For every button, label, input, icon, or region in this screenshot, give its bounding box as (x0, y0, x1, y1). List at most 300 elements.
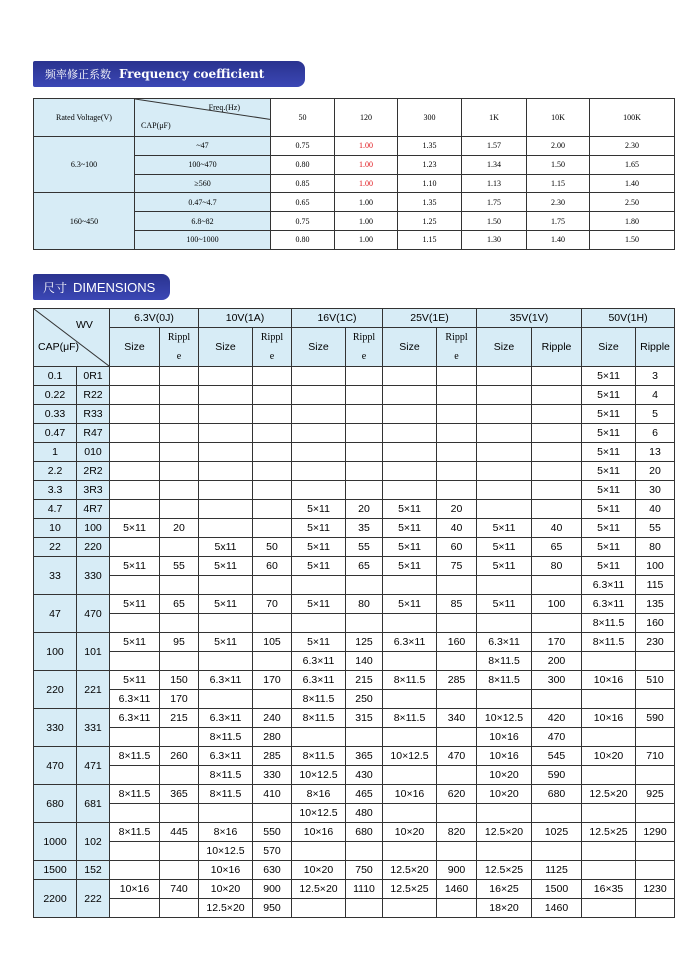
ripple-current: 55 (160, 557, 199, 576)
case-size (383, 424, 437, 443)
size-header: Size (582, 328, 636, 367)
ripple-current: 420 (532, 709, 582, 728)
case-size: 6.3×11 (199, 671, 253, 690)
ripple-current (346, 728, 383, 747)
case-size (292, 462, 346, 481)
case-size (199, 405, 253, 424)
ripple-header (253, 328, 292, 367)
case-size (383, 386, 437, 405)
capacitance-value: 330 (34, 709, 77, 747)
ripple-current (346, 899, 383, 918)
ripple-current (532, 367, 582, 386)
case-size: 6.3×11 (110, 709, 160, 728)
freq-header-10K: 10K (527, 99, 590, 137)
ripple-current (253, 424, 292, 443)
case-size: 10×16 (477, 728, 532, 747)
ripple-header-line1: Rippl (352, 332, 376, 343)
case-size: 5×11 (110, 595, 160, 614)
dim-header-row-voltages (34, 309, 675, 328)
capacitance-value: 1 (34, 443, 77, 462)
voltage-header: 50V(1H) (582, 309, 675, 328)
case-size (110, 899, 160, 918)
ripple-current: 55 (346, 538, 383, 557)
case-size: 6.3×11 (110, 690, 160, 709)
ripple-current: 1500 (532, 880, 582, 899)
capacitance-value: 0.47 (34, 424, 77, 443)
ripple-current: 1125 (532, 861, 582, 880)
ripple-current: 40 (532, 519, 582, 538)
case-size (477, 367, 532, 386)
ripple-current (437, 766, 477, 785)
case-size (110, 424, 160, 443)
ripple-current: 1290 (636, 823, 675, 842)
capacitance-code: 010 (77, 443, 110, 462)
ripple-current (437, 842, 477, 861)
case-size (199, 386, 253, 405)
case-size (477, 424, 532, 443)
ripple-current: 1110 (346, 880, 383, 899)
ripple-header-line1: Rippl (260, 332, 284, 343)
ripple-current: 430 (346, 766, 383, 785)
ripple-current: 150 (160, 671, 199, 690)
ripple-current (532, 386, 582, 405)
ripple-current: 590 (636, 709, 675, 728)
case-size (110, 405, 160, 424)
ripple-current: 170 (253, 671, 292, 690)
case-size: 5x11 (199, 538, 253, 557)
freq-header-50: 50 (271, 99, 335, 137)
ripple-current: 820 (437, 823, 477, 842)
dim-table-row (34, 424, 675, 443)
ripple-current (160, 576, 199, 595)
case-size: 10×20 (477, 785, 532, 804)
ripple-current (636, 842, 675, 861)
wv-cap-header-bottom-label: CAP(μF) (38, 341, 80, 353)
case-size: 12.5×20 (199, 899, 253, 918)
case-size (110, 576, 160, 595)
ripple-current (437, 386, 477, 405)
case-size (477, 443, 532, 462)
ripple-current: 200 (532, 652, 582, 671)
dim-table-row (34, 595, 675, 614)
case-size (110, 766, 160, 785)
case-size: 5×11 (582, 557, 636, 576)
case-size: 5×11 (582, 405, 636, 424)
ripple-current: 365 (160, 785, 199, 804)
capacitance-value: 100 (34, 633, 77, 671)
case-size: 5×11 (582, 424, 636, 443)
ripple-header (160, 328, 199, 367)
case-size (477, 576, 532, 595)
case-size (477, 462, 532, 481)
case-size: 5×11 (383, 500, 437, 519)
ripple-current (636, 690, 675, 709)
dim-table-row (34, 633, 675, 652)
case-size: 10×20 (582, 747, 636, 766)
ripple-current: 20 (346, 500, 383, 519)
capacitance-code: 152 (77, 861, 110, 880)
coefficient-value: 1.40 (590, 174, 675, 193)
dimensions-section-header (33, 274, 170, 300)
ripple-current: 60 (253, 557, 292, 576)
coefficient-value: 1.80 (590, 212, 675, 231)
dim-table-row (34, 557, 675, 576)
ripple-current: 50 (253, 538, 292, 557)
ripple-current: 135 (636, 595, 675, 614)
coefficient-value: 1.00 (335, 155, 398, 174)
case-size (199, 367, 253, 386)
ripple-current: 285 (437, 671, 477, 690)
ripple-current (346, 614, 383, 633)
wv-cap-header (34, 309, 110, 367)
ripple-current (346, 443, 383, 462)
case-size: 10×16 (199, 861, 253, 880)
ripple-current: 545 (532, 747, 582, 766)
capacitance-code: 331 (77, 709, 110, 747)
ripple-current (160, 443, 199, 462)
ripple-current: 1460 (532, 899, 582, 918)
case-size: 5×11 (582, 386, 636, 405)
ripple-current: 230 (636, 633, 675, 652)
ripple-current: 140 (346, 652, 383, 671)
dim-table-row (34, 823, 675, 842)
case-size (383, 614, 437, 633)
case-size: 8×11.5 (292, 747, 346, 766)
case-size: 12.5×20 (383, 861, 437, 880)
ripple-header-line2: e (454, 351, 459, 362)
coefficient-value: 0.75 (271, 137, 335, 156)
case-size (582, 842, 636, 861)
dim-table-row (34, 785, 675, 804)
ripple-current (160, 386, 199, 405)
case-size: 6.3×11 (292, 671, 346, 690)
ripple-current (160, 804, 199, 823)
dim-table-row (34, 652, 675, 671)
ripple-current: 60 (437, 538, 477, 557)
ripple-current (532, 576, 582, 595)
dimensions-title-en: DIMENSIONS (73, 279, 156, 295)
case-size: 5×11 (582, 367, 636, 386)
case-size: 8×11.5 (582, 633, 636, 652)
case-size: 10×16 (110, 880, 160, 899)
case-size: 5×11 (383, 557, 437, 576)
case-size: 5×11 (110, 519, 160, 538)
capacitance-value: 1000 (34, 823, 77, 861)
case-size: 6.3×11 (582, 595, 636, 614)
ripple-current (160, 481, 199, 500)
ripple-current (437, 481, 477, 500)
ripple-current (253, 386, 292, 405)
case-size (199, 690, 253, 709)
ripple-current: 750 (346, 861, 383, 880)
freq-header-100K: 100K (590, 99, 675, 137)
ripple-current (532, 443, 582, 462)
case-size: 8×11.5 (292, 690, 346, 709)
case-size: 6.3×11 (199, 747, 253, 766)
case-size: 8×11.5 (199, 785, 253, 804)
ripple-current: 75 (437, 557, 477, 576)
case-size: 16×25 (477, 880, 532, 899)
ripple-current: 95 (160, 633, 199, 652)
ripple-current: 900 (253, 880, 292, 899)
coefficient-value: 1.15 (398, 230, 462, 249)
capacitance-code: 470 (77, 595, 110, 633)
coefficient-value: 0.65 (271, 193, 335, 212)
ripple-current (636, 899, 675, 918)
case-size: 10×16 (582, 709, 636, 728)
case-size (582, 728, 636, 747)
dimensions-table (33, 308, 675, 918)
freq-cap-range: 100~470 (135, 155, 271, 174)
case-size (383, 443, 437, 462)
ripple-current: 1460 (437, 880, 477, 899)
capacitance-code: 222 (77, 880, 110, 918)
case-size (383, 367, 437, 386)
dim-table-row (34, 766, 675, 785)
ripple-current: 30 (636, 481, 675, 500)
frequency-coefficient-table (33, 98, 675, 250)
wv-cap-header-top-label: WV (76, 319, 93, 331)
voltage-header: 10V(1A) (199, 309, 292, 328)
ripple-current: 570 (253, 842, 292, 861)
ripple-current (532, 405, 582, 424)
case-size: 5×11 (582, 538, 636, 557)
coefficient-value: 1.10 (398, 174, 462, 193)
capacitance-value: 3.3 (34, 481, 77, 500)
capacitance-code: 3R3 (77, 481, 110, 500)
dim-table-row (34, 690, 675, 709)
dim-table-row (34, 728, 675, 747)
capacitance-code: 101 (77, 633, 110, 671)
coefficient-value: 2.30 (590, 137, 675, 156)
ripple-current (253, 614, 292, 633)
ripple-current (437, 614, 477, 633)
case-size: 12.5×20 (477, 823, 532, 842)
case-size: 10×16 (292, 823, 346, 842)
freq-header-row (34, 99, 675, 137)
case-size: 5×11 (110, 633, 160, 652)
case-size (292, 481, 346, 500)
case-size: 8×11.5 (110, 785, 160, 804)
dim-table-row (34, 481, 675, 500)
ripple-current: 1230 (636, 880, 675, 899)
case-size: 5×11 (477, 519, 532, 538)
capacitance-value: 220 (34, 671, 77, 709)
case-size: 10×20 (292, 861, 346, 880)
ripple-current (160, 424, 199, 443)
coefficient-value: 1.75 (527, 212, 590, 231)
coefficient-value: 1.00 (335, 193, 398, 212)
dim-table-row (34, 405, 675, 424)
case-size: 6.3×11 (292, 652, 346, 671)
ripple-current: 160 (437, 633, 477, 652)
ripple-current: 550 (253, 823, 292, 842)
ripple-current: 900 (437, 861, 477, 880)
coefficient-value: 0.80 (271, 230, 335, 249)
case-size: 8×11.5 (199, 728, 253, 747)
ripple-header (346, 328, 383, 367)
frequency-title-en: Frequency coefficient (119, 67, 265, 81)
coefficient-value: 1.00 (335, 137, 398, 156)
ripple-current (160, 614, 199, 633)
capacitance-value: 22 (34, 538, 77, 557)
ripple-current (437, 652, 477, 671)
capacitance-value: 4.7 (34, 500, 77, 519)
case-size: 8×11.5 (582, 614, 636, 633)
case-size (199, 481, 253, 500)
case-size (582, 766, 636, 785)
capacitance-value: 0.33 (34, 405, 77, 424)
freq-table-row (34, 137, 675, 156)
case-size (477, 842, 532, 861)
ripple-current (346, 462, 383, 481)
ripple-header-line2: e (269, 351, 275, 362)
voltage-header: 25V(1E) (383, 309, 477, 328)
capacitance-code: 2R2 (77, 462, 110, 481)
ripple-current: 100 (636, 557, 675, 576)
dimensions-title-zh: 尺寸 (43, 280, 68, 295)
case-size (292, 367, 346, 386)
dim-table-row (34, 804, 675, 823)
capacitance-value: 1500 (34, 861, 77, 880)
case-size: 8×11.5 (383, 671, 437, 690)
ripple-current: 6 (636, 424, 675, 443)
case-size (477, 481, 532, 500)
ripple-current (532, 804, 582, 823)
ripple-current: 710 (636, 747, 675, 766)
ripple-current (636, 861, 675, 880)
case-size: 5×11 (199, 633, 253, 652)
case-size (292, 614, 346, 633)
dim-header-row-labels (34, 328, 675, 367)
case-size (199, 652, 253, 671)
ripple-current: 4 (636, 386, 675, 405)
case-size (582, 861, 636, 880)
ripple-current (532, 690, 582, 709)
freq-cap-header (135, 99, 271, 137)
rated-voltage-cell: 6.3~100 (34, 137, 135, 193)
coefficient-value: 2.30 (527, 193, 590, 212)
ripple-current (437, 443, 477, 462)
case-size: 8×11.5 (110, 747, 160, 766)
ripple-current (532, 462, 582, 481)
case-size: 5×11 (477, 557, 532, 576)
ripple-current: 65 (532, 538, 582, 557)
ripple-current (253, 481, 292, 500)
coefficient-value: 1.00 (335, 174, 398, 193)
case-size: 12.5×25 (582, 823, 636, 842)
ripple-current (160, 462, 199, 481)
coefficient-value: 1.34 (462, 155, 527, 174)
ripple-current (636, 728, 675, 747)
case-size (199, 500, 253, 519)
case-size: 10×16 (477, 747, 532, 766)
case-size (110, 462, 160, 481)
size-header: Size (477, 328, 532, 367)
capacitance-code: 0R1 (77, 367, 110, 386)
case-size: 10×20 (383, 823, 437, 842)
ripple-current: 170 (160, 690, 199, 709)
freq-cap-range: 0.47~4.7 (135, 193, 271, 212)
ripple-current: 590 (532, 766, 582, 785)
ripple-current: 480 (346, 804, 383, 823)
ripple-current: 620 (437, 785, 477, 804)
case-size: 16×35 (582, 880, 636, 899)
capacitance-value: 2200 (34, 880, 77, 918)
ripple-current (160, 500, 199, 519)
dim-table-row (34, 880, 675, 899)
ripple-current: 680 (346, 823, 383, 842)
case-size (110, 842, 160, 861)
freq-cap-range: 6.8~82 (135, 212, 271, 231)
ripple-current (253, 576, 292, 595)
voltage-header: 16V(1C) (292, 309, 383, 328)
ripple-current (253, 367, 292, 386)
case-size (383, 728, 437, 747)
case-size: 8×16 (292, 785, 346, 804)
coefficient-value: 1.25 (398, 212, 462, 231)
case-size (110, 367, 160, 386)
ripple-current (437, 424, 477, 443)
case-size: 10×20 (477, 766, 532, 785)
case-size (110, 804, 160, 823)
case-size (110, 728, 160, 747)
ripple-current (532, 842, 582, 861)
case-size: 5×11 (199, 595, 253, 614)
capacitance-value: 0.22 (34, 386, 77, 405)
freq-header-120: 120 (335, 99, 398, 137)
dim-table-row (34, 462, 675, 481)
ripple-current (253, 462, 292, 481)
coefficient-value: 1.00 (335, 230, 398, 249)
ripple-current (437, 728, 477, 747)
ripple-current: 285 (253, 747, 292, 766)
ripple-current: 100 (532, 595, 582, 614)
case-size: 12.5×20 (292, 880, 346, 899)
ripple-current (253, 519, 292, 538)
ripple-current: 465 (346, 785, 383, 804)
ripple-current (253, 443, 292, 462)
ripple-current (160, 861, 199, 880)
ripple-current (532, 614, 582, 633)
ripple-current: 300 (532, 671, 582, 690)
ripple-current: 240 (253, 709, 292, 728)
ripple-current: 630 (253, 861, 292, 880)
ripple-current (160, 728, 199, 747)
ripple-current: 80 (346, 595, 383, 614)
ripple-current (346, 424, 383, 443)
coefficient-value: 1.15 (527, 174, 590, 193)
case-size (383, 899, 437, 918)
case-size: 18×20 (477, 899, 532, 918)
ripple-current: 65 (346, 557, 383, 576)
case-size (383, 652, 437, 671)
ripple-header-line2: e (361, 351, 367, 362)
case-size (110, 481, 160, 500)
case-size: 5×11 (292, 519, 346, 538)
ripple-current: 740 (160, 880, 199, 899)
case-size (199, 614, 253, 633)
case-size: 8×16 (199, 823, 253, 842)
case-size: 10×12.5 (383, 747, 437, 766)
freq-header-1K: 1K (462, 99, 527, 137)
ripple-current (160, 538, 199, 557)
capacitance-code: 221 (77, 671, 110, 709)
coefficient-value: 1.65 (590, 155, 675, 174)
ripple-current: 330 (253, 766, 292, 785)
coefficient-value: 0.80 (271, 155, 335, 174)
dim-table-row (34, 538, 675, 557)
